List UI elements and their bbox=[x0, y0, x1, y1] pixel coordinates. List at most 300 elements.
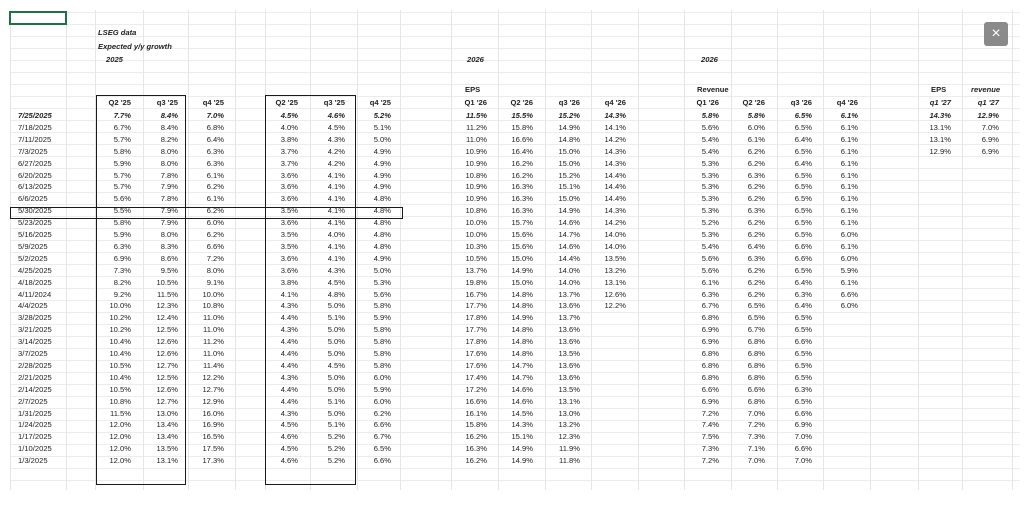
table-cell[interactable]: 5.6% bbox=[113, 194, 131, 204]
table-cell[interactable]: 6.8% bbox=[206, 122, 224, 132]
table-cell[interactable]: 6.1% bbox=[840, 158, 858, 168]
table-cell[interactable]: 5.7% bbox=[113, 182, 131, 192]
table-cell[interactable]: 15.0% bbox=[511, 253, 533, 263]
table-cell[interactable]: 14.3% bbox=[929, 111, 951, 120]
table-cell[interactable]: 6.5% bbox=[747, 313, 765, 323]
table-cell[interactable]: 14.0% bbox=[604, 241, 626, 251]
table-cell[interactable]: 10.4% bbox=[109, 337, 131, 347]
table-cell[interactable]: 10.2% bbox=[109, 325, 131, 335]
table-cell[interactable]: 16.5% bbox=[202, 432, 224, 442]
table-cell[interactable]: 5.9% bbox=[113, 230, 131, 239]
table-cell[interactable]: 11.5% bbox=[110, 408, 131, 418]
table-cell[interactable]: 6.2% bbox=[206, 182, 224, 192]
table-cell[interactable]: 14.8% bbox=[511, 337, 533, 347]
row-date[interactable]: 1/10/2025 bbox=[18, 444, 52, 454]
table-cell[interactable]: 13.4% bbox=[156, 420, 178, 430]
table-cell[interactable]: 8.0% bbox=[206, 265, 224, 275]
table-cell[interactable]: 6.1% bbox=[840, 170, 858, 180]
table-cell[interactable]: 7.0% bbox=[747, 408, 765, 418]
table-cell[interactable]: 6.5% bbox=[794, 218, 812, 228]
table-cell[interactable]: 6.0% bbox=[206, 218, 224, 228]
table-cell[interactable]: 5.8% bbox=[373, 301, 391, 311]
table-cell[interactable]: 6.2% bbox=[747, 289, 765, 299]
table-cell[interactable]: 4.9% bbox=[373, 146, 391, 156]
table-cell[interactable]: 5.0% bbox=[373, 265, 391, 275]
table-cell[interactable]: 10.5% bbox=[109, 360, 131, 370]
table-cell[interactable]: 12.0% bbox=[109, 456, 131, 466]
table-cell[interactable]: 16.2% bbox=[465, 456, 487, 466]
table-cell[interactable]: 13.1% bbox=[558, 396, 580, 406]
selected-cell[interactable] bbox=[9, 11, 67, 25]
table-cell[interactable]: 7.4% bbox=[701, 420, 719, 430]
table-cell[interactable]: 4.4% bbox=[280, 337, 298, 347]
row-date[interactable]: 3/28/2025 bbox=[18, 313, 52, 323]
table-cell[interactable]: 7.2% bbox=[206, 253, 224, 263]
row-date[interactable]: 5/16/2025 bbox=[18, 230, 52, 239]
row-date[interactable]: 5/2/2025 bbox=[18, 253, 48, 263]
table-cell[interactable]: 14.6% bbox=[511, 396, 533, 406]
table-cell[interactable]: 6.1% bbox=[840, 206, 858, 216]
table-cell[interactable]: 10.8% bbox=[465, 170, 487, 180]
table-cell[interactable]: 6.8% bbox=[747, 349, 765, 358]
table-cell[interactable]: 14.7% bbox=[558, 230, 580, 239]
table-cell[interactable]: 6.8% bbox=[701, 349, 719, 358]
table-cell[interactable]: 5.3% bbox=[701, 230, 719, 239]
table-cell[interactable]: 6.6% bbox=[840, 289, 858, 299]
column-header[interactable]: q3 '26 bbox=[790, 97, 812, 107]
table-cell[interactable]: 6.5% bbox=[373, 444, 391, 454]
table-cell[interactable]: 6.4% bbox=[794, 158, 812, 168]
table-cell[interactable]: 5.7% bbox=[113, 170, 131, 180]
table-cell[interactable]: 7.0% bbox=[794, 456, 812, 466]
table-cell[interactable]: 5.0% bbox=[373, 134, 391, 144]
table-cell[interactable]: 3.6% bbox=[280, 182, 298, 192]
table-cell[interactable]: 6.2% bbox=[747, 158, 765, 168]
table-cell[interactable]: 11.2% bbox=[466, 122, 487, 132]
table-cell[interactable]: 5.6% bbox=[701, 253, 719, 263]
table-cell[interactable]: 13.6% bbox=[558, 372, 580, 382]
table-cell[interactable]: 6.9% bbox=[701, 396, 719, 406]
table-cell[interactable]: 6.2% bbox=[747, 194, 765, 204]
row-date[interactable]: 7/25/2025 bbox=[18, 111, 52, 120]
table-cell[interactable]: 6.5% bbox=[794, 111, 812, 120]
table-cell[interactable]: 6.1% bbox=[840, 194, 858, 204]
table-cell[interactable]: 6.7% bbox=[113, 122, 131, 132]
column-header[interactable]: q4 '26 bbox=[836, 97, 858, 107]
table-cell[interactable]: 6.1% bbox=[840, 122, 858, 132]
table-cell[interactable]: 10.8% bbox=[202, 301, 224, 311]
table-cell[interactable]: 4.8% bbox=[373, 218, 391, 228]
table-cell[interactable]: 14.9% bbox=[558, 122, 580, 132]
table-cell[interactable]: 6.3% bbox=[794, 384, 812, 394]
table-cell[interactable]: 17.8% bbox=[465, 337, 487, 347]
table-cell[interactable]: 6.5% bbox=[794, 230, 812, 239]
table-cell[interactable]: 15.2% bbox=[558, 170, 580, 180]
table-cell[interactable]: 17.2% bbox=[465, 384, 487, 394]
column-header[interactable]: q1 '27 bbox=[929, 97, 951, 107]
table-cell[interactable]: 11.9% bbox=[559, 444, 580, 454]
table-cell[interactable]: 11.0% bbox=[203, 349, 224, 358]
table-cell[interactable]: 19.8% bbox=[465, 277, 487, 287]
table-cell[interactable]: 6.0% bbox=[373, 396, 391, 406]
table-cell[interactable]: 10.4% bbox=[109, 349, 131, 358]
table-cell[interactable]: 13.6% bbox=[558, 337, 580, 347]
row-date[interactable]: 4/18/2025 bbox=[18, 277, 52, 287]
table-cell[interactable]: 4.6% bbox=[327, 111, 345, 120]
table-cell[interactable]: 5.3% bbox=[701, 182, 719, 192]
table-cell[interactable]: 6.0% bbox=[840, 253, 858, 263]
table-cell[interactable]: 7.1% bbox=[747, 444, 765, 454]
table-cell[interactable]: 6.5% bbox=[747, 301, 765, 311]
table-cell[interactable]: 12.7% bbox=[156, 396, 178, 406]
table-cell[interactable]: 12.7% bbox=[156, 360, 178, 370]
table-cell[interactable]: 6.4% bbox=[794, 277, 812, 287]
table-cell[interactable]: 10.9% bbox=[465, 146, 487, 156]
table-cell[interactable]: 14.6% bbox=[511, 384, 533, 394]
table-cell[interactable]: 16.2% bbox=[511, 158, 533, 168]
table-cell[interactable]: 14.8% bbox=[511, 289, 533, 299]
table-cell[interactable]: 14.3% bbox=[604, 111, 626, 120]
table-cell[interactable]: 5.4% bbox=[701, 241, 719, 251]
table-cell[interactable]: 13.5% bbox=[156, 444, 178, 454]
table-cell[interactable]: 10.9% bbox=[465, 158, 487, 168]
table-cell[interactable]: 6.8% bbox=[747, 396, 765, 406]
table-cell[interactable]: 13.0% bbox=[156, 408, 178, 418]
table-cell[interactable]: 11.0% bbox=[466, 134, 487, 144]
table-cell[interactable]: 5.8% bbox=[373, 360, 391, 370]
row-date[interactable]: 7/18/2025 bbox=[18, 122, 52, 132]
table-cell[interactable]: 16.1% bbox=[465, 408, 487, 418]
table-cell[interactable]: 10.2% bbox=[109, 313, 131, 323]
column-header[interactable]: q3 '25 bbox=[323, 97, 345, 107]
table-cell[interactable]: 6.5% bbox=[794, 122, 812, 132]
table-cell[interactable]: 14.4% bbox=[604, 170, 626, 180]
table-cell[interactable]: 6.2% bbox=[747, 182, 765, 192]
table-cell[interactable]: 3.7% bbox=[280, 146, 298, 156]
table-cell[interactable]: 4.6% bbox=[280, 456, 298, 466]
table-cell[interactable]: 6.9% bbox=[701, 325, 719, 335]
table-cell[interactable]: 4.1% bbox=[327, 241, 345, 251]
table-cell[interactable]: 4.3% bbox=[280, 325, 298, 335]
table-cell[interactable]: 3.8% bbox=[280, 277, 298, 287]
table-cell[interactable]: 4.8% bbox=[373, 206, 391, 216]
row-date[interactable]: 3/21/2025 bbox=[18, 325, 52, 335]
table-cell[interactable]: 13.4% bbox=[156, 432, 178, 442]
table-cell[interactable]: 16.7% bbox=[465, 289, 487, 299]
table-cell[interactable]: 6.8% bbox=[701, 372, 719, 382]
table-cell[interactable]: 16.3% bbox=[511, 206, 533, 216]
table-cell[interactable]: 15.0% bbox=[558, 146, 580, 156]
table-cell[interactable]: 6.3% bbox=[747, 206, 765, 216]
table-cell[interactable]: 16.2% bbox=[465, 432, 487, 442]
table-cell[interactable]: 14.3% bbox=[604, 158, 626, 168]
table-cell[interactable]: 4.9% bbox=[373, 253, 391, 263]
table-cell[interactable]: 14.0% bbox=[558, 265, 580, 275]
table-cell[interactable]: 4.1% bbox=[327, 253, 345, 263]
table-cell[interactable]: 7.7% bbox=[113, 111, 131, 120]
column-header[interactable]: q3 '25 bbox=[156, 97, 178, 107]
table-cell[interactable]: 12.2% bbox=[202, 372, 224, 382]
table-cell[interactable]: 5.9% bbox=[113, 158, 131, 168]
table-cell[interactable]: 14.9% bbox=[558, 206, 580, 216]
table-cell[interactable]: 6.9% bbox=[113, 253, 131, 263]
table-cell[interactable]: 7.8% bbox=[160, 194, 178, 204]
table-cell[interactable]: 3.7% bbox=[280, 158, 298, 168]
table-cell[interactable]: 14.6% bbox=[558, 218, 580, 228]
table-cell[interactable]: 14.9% bbox=[511, 313, 533, 323]
table-cell[interactable]: 12.3% bbox=[156, 301, 178, 311]
table-cell[interactable]: 6.1% bbox=[840, 146, 858, 156]
table-cell[interactable]: 4.4% bbox=[280, 349, 298, 358]
table-cell[interactable]: 14.0% bbox=[558, 277, 580, 287]
table-cell[interactable]: 6.4% bbox=[206, 134, 224, 144]
table-cell[interactable]: 7.8% bbox=[160, 170, 178, 180]
table-cell[interactable]: 4.2% bbox=[327, 146, 345, 156]
table-cell[interactable]: 14.9% bbox=[511, 444, 533, 454]
table-cell[interactable]: 3.6% bbox=[280, 194, 298, 204]
table-cell[interactable]: 4.5% bbox=[327, 122, 345, 132]
table-cell[interactable]: 6.1% bbox=[840, 218, 858, 228]
table-cell[interactable]: 17.6% bbox=[465, 349, 487, 358]
table-cell[interactable]: 13.6% bbox=[558, 325, 580, 335]
table-cell[interactable]: 13.2% bbox=[558, 420, 580, 430]
row-date[interactable]: 6/27/2025 bbox=[18, 158, 52, 168]
table-cell[interactable]: 14.4% bbox=[604, 182, 626, 192]
table-cell[interactable]: 7.9% bbox=[160, 182, 178, 192]
table-cell[interactable]: 12.6% bbox=[604, 289, 626, 299]
table-cell[interactable]: 12.5% bbox=[156, 325, 178, 335]
table-cell[interactable]: 6.6% bbox=[206, 241, 224, 251]
row-date[interactable]: 1/3/2025 bbox=[18, 456, 48, 466]
table-cell[interactable]: 6.6% bbox=[701, 384, 719, 394]
table-cell[interactable]: 5.0% bbox=[327, 384, 345, 394]
table-cell[interactable]: 5.8% bbox=[373, 349, 391, 358]
table-cell[interactable]: 4.2% bbox=[327, 158, 345, 168]
table-cell[interactable]: 17.7% bbox=[465, 301, 487, 311]
table-cell[interactable]: 6.6% bbox=[373, 456, 391, 466]
table-cell[interactable]: 6.3% bbox=[747, 170, 765, 180]
table-cell[interactable]: 4.0% bbox=[280, 122, 298, 132]
table-cell[interactable]: 5.0% bbox=[327, 372, 345, 382]
table-cell[interactable]: 6.3% bbox=[747, 253, 765, 263]
table-cell[interactable]: 6.5% bbox=[794, 170, 812, 180]
table-cell[interactable]: 14.9% bbox=[511, 456, 533, 466]
table-cell[interactable]: 6.5% bbox=[794, 182, 812, 192]
table-cell[interactable]: 6.3% bbox=[206, 158, 224, 168]
table-cell[interactable]: 7.0% bbox=[794, 432, 812, 442]
table-cell[interactable]: 10.5% bbox=[156, 277, 178, 287]
table-cell[interactable]: 6.2% bbox=[747, 265, 765, 275]
table-cell[interactable]: 6.2% bbox=[206, 230, 224, 239]
row-date[interactable]: 6/6/2025 bbox=[18, 194, 48, 204]
table-cell[interactable]: 6.5% bbox=[794, 360, 812, 370]
table-cell[interactable]: 4.8% bbox=[373, 241, 391, 251]
table-cell[interactable]: 5.1% bbox=[373, 122, 391, 132]
column-header[interactable]: q3 '26 bbox=[558, 97, 580, 107]
table-cell[interactable]: 6.1% bbox=[840, 277, 858, 287]
table-cell[interactable]: 5.4% bbox=[701, 134, 719, 144]
table-cell[interactable]: 8.3% bbox=[160, 241, 178, 251]
table-cell[interactable]: 14.8% bbox=[511, 349, 533, 358]
table-cell[interactable]: 5.3% bbox=[701, 170, 719, 180]
table-cell[interactable]: 7.5% bbox=[701, 432, 719, 442]
row-date[interactable]: 5/30/2025 bbox=[18, 206, 52, 216]
table-cell[interactable]: 6.8% bbox=[701, 360, 719, 370]
table-cell[interactable]: 4.9% bbox=[373, 182, 391, 192]
table-cell[interactable]: 8.0% bbox=[160, 230, 178, 239]
column-header[interactable]: Q2 '25 bbox=[275, 97, 298, 107]
table-cell[interactable]: 10.9% bbox=[465, 194, 487, 204]
table-cell[interactable]: 11.5% bbox=[466, 111, 487, 120]
column-header[interactable]: q4 '25 bbox=[202, 97, 224, 107]
table-cell[interactable]: 13.1% bbox=[929, 122, 951, 132]
table-cell[interactable]: 5.0% bbox=[327, 408, 345, 418]
table-cell[interactable]: 10.9% bbox=[465, 182, 487, 192]
table-cell[interactable]: 6.9% bbox=[794, 420, 812, 430]
table-cell[interactable]: 4.8% bbox=[327, 289, 345, 299]
table-cell[interactable]: 4.1% bbox=[327, 206, 345, 216]
table-cell[interactable]: 4.3% bbox=[327, 134, 345, 144]
table-cell[interactable]: 14.3% bbox=[604, 146, 626, 156]
row-date[interactable]: 7/11/2025 bbox=[18, 134, 52, 144]
table-cell[interactable]: 6.2% bbox=[747, 146, 765, 156]
table-cell[interactable]: 5.2% bbox=[701, 218, 719, 228]
column-header[interactable]: Q2 '26 bbox=[742, 97, 765, 107]
table-cell[interactable]: 4.1% bbox=[280, 289, 298, 299]
table-cell[interactable]: 6.7% bbox=[747, 325, 765, 335]
table-cell[interactable]: 3.8% bbox=[280, 134, 298, 144]
table-cell[interactable]: 5.6% bbox=[373, 289, 391, 299]
table-cell[interactable]: 6.1% bbox=[840, 111, 858, 120]
table-cell[interactable]: 14.2% bbox=[604, 218, 626, 228]
table-cell[interactable]: 5.8% bbox=[701, 111, 719, 120]
table-cell[interactable]: 15.0% bbox=[558, 194, 580, 204]
table-cell[interactable]: 3.5% bbox=[280, 206, 298, 216]
table-cell[interactable]: 11.0% bbox=[203, 325, 224, 335]
table-cell[interactable]: 10.0% bbox=[465, 218, 487, 228]
table-cell[interactable]: 5.8% bbox=[373, 325, 391, 335]
table-cell[interactable]: 7.9% bbox=[160, 206, 178, 216]
table-cell[interactable]: 13.6% bbox=[558, 301, 580, 311]
table-cell[interactable]: 13.1% bbox=[156, 456, 178, 466]
close-button[interactable] bbox=[984, 22, 1008, 46]
column-header[interactable]: q4 '26 bbox=[604, 97, 626, 107]
table-cell[interactable]: 9.1% bbox=[206, 277, 224, 287]
table-cell[interactable]: 6.1% bbox=[840, 182, 858, 192]
row-date[interactable]: 6/20/2025 bbox=[18, 170, 52, 180]
table-cell[interactable]: 17.3% bbox=[202, 456, 224, 466]
table-cell[interactable]: 15.5% bbox=[511, 111, 533, 120]
table-cell[interactable]: 12.5% bbox=[156, 372, 178, 382]
table-cell[interactable]: 16.9% bbox=[202, 420, 224, 430]
table-cell[interactable]: 8.4% bbox=[160, 111, 178, 120]
table-cell[interactable]: 5.8% bbox=[373, 337, 391, 347]
table-cell[interactable]: 6.4% bbox=[747, 241, 765, 251]
table-cell[interactable]: 4.8% bbox=[373, 194, 391, 204]
table-cell[interactable]: 6.0% bbox=[840, 230, 858, 239]
table-cell[interactable]: 7.3% bbox=[747, 432, 765, 442]
table-cell[interactable]: 5.9% bbox=[373, 313, 391, 323]
table-cell[interactable]: 8.0% bbox=[160, 146, 178, 156]
table-cell[interactable]: 14.8% bbox=[511, 325, 533, 335]
table-cell[interactable]: 6.1% bbox=[701, 277, 719, 287]
table-cell[interactable]: 14.3% bbox=[604, 206, 626, 216]
table-cell[interactable]: 3.6% bbox=[280, 265, 298, 275]
table-cell[interactable]: 4.3% bbox=[280, 372, 298, 382]
table-cell[interactable]: 12.2% bbox=[604, 301, 626, 311]
table-cell[interactable]: 9.5% bbox=[160, 265, 178, 275]
table-cell[interactable]: 6.5% bbox=[794, 206, 812, 216]
table-cell[interactable]: 6.8% bbox=[747, 360, 765, 370]
table-cell[interactable]: 6.6% bbox=[794, 337, 812, 347]
row-date[interactable]: 4/4/2025 bbox=[18, 301, 48, 311]
table-cell[interactable]: 14.9% bbox=[511, 265, 533, 275]
table-cell[interactable]: 3.5% bbox=[280, 241, 298, 251]
table-cell[interactable]: 4.1% bbox=[327, 170, 345, 180]
table-cell[interactable]: 8.6% bbox=[160, 253, 178, 263]
table-cell[interactable]: 6.2% bbox=[206, 206, 224, 216]
table-cell[interactable]: 5.1% bbox=[327, 420, 345, 430]
table-cell[interactable]: 6.6% bbox=[794, 253, 812, 263]
table-cell[interactable]: 6.6% bbox=[794, 241, 812, 251]
table-cell[interactable]: 14.7% bbox=[511, 360, 533, 370]
table-cell[interactable]: 6.2% bbox=[747, 218, 765, 228]
table-cell[interactable]: 8.0% bbox=[160, 158, 178, 168]
table-cell[interactable]: 10.5% bbox=[109, 384, 131, 394]
table-cell[interactable]: 6.8% bbox=[701, 313, 719, 323]
table-cell[interactable]: 6.2% bbox=[373, 408, 391, 418]
table-cell[interactable]: 5.8% bbox=[113, 146, 131, 156]
table-cell[interactable]: 13.1% bbox=[929, 134, 951, 144]
table-cell[interactable]: 16.0% bbox=[202, 408, 224, 418]
table-cell[interactable]: 17.5% bbox=[202, 444, 224, 454]
table-cell[interactable]: 4.1% bbox=[327, 218, 345, 228]
table-cell[interactable]: 16.3% bbox=[511, 194, 533, 204]
table-cell[interactable]: 11.4% bbox=[203, 360, 224, 370]
table-cell[interactable]: 5.3% bbox=[701, 194, 719, 204]
table-cell[interactable]: 6.9% bbox=[981, 134, 999, 144]
table-cell[interactable]: 12.0% bbox=[109, 420, 131, 430]
table-cell[interactable]: 15.8% bbox=[511, 122, 533, 132]
table-cell[interactable]: 6.5% bbox=[794, 146, 812, 156]
table-cell[interactable]: 5.0% bbox=[327, 325, 345, 335]
column-header[interactable]: Q2 '25 bbox=[108, 97, 131, 107]
table-cell[interactable]: 6.1% bbox=[206, 194, 224, 204]
table-cell[interactable]: 14.8% bbox=[511, 301, 533, 311]
table-cell[interactable]: 11.2% bbox=[203, 337, 224, 347]
table-cell[interactable]: 4.0% bbox=[327, 230, 345, 239]
table-cell[interactable]: 5.7% bbox=[113, 134, 131, 144]
table-cell[interactable]: 7.3% bbox=[113, 265, 131, 275]
table-cell[interactable]: 7.2% bbox=[701, 408, 719, 418]
table-cell[interactable]: 5.0% bbox=[327, 337, 345, 347]
row-date[interactable]: 3/14/2025 bbox=[18, 337, 52, 347]
table-cell[interactable]: 3.6% bbox=[280, 253, 298, 263]
table-cell[interactable]: 17.4% bbox=[465, 372, 487, 382]
table-cell[interactable]: 8.2% bbox=[113, 277, 131, 287]
table-cell[interactable]: 12.9% bbox=[202, 396, 224, 406]
table-cell[interactable]: 6.8% bbox=[747, 337, 765, 347]
table-cell[interactable]: 13.7% bbox=[465, 265, 487, 275]
table-cell[interactable]: 10.8% bbox=[109, 396, 131, 406]
table-cell[interactable]: 13.7% bbox=[558, 289, 580, 299]
table-cell[interactable]: 6.1% bbox=[840, 241, 858, 251]
row-date[interactable]: 1/17/2025 bbox=[18, 432, 52, 442]
table-cell[interactable]: 4.4% bbox=[280, 396, 298, 406]
table-cell[interactable]: 4.4% bbox=[280, 313, 298, 323]
column-header[interactable]: q1 '27 bbox=[977, 97, 999, 107]
table-cell[interactable]: 13.6% bbox=[558, 360, 580, 370]
